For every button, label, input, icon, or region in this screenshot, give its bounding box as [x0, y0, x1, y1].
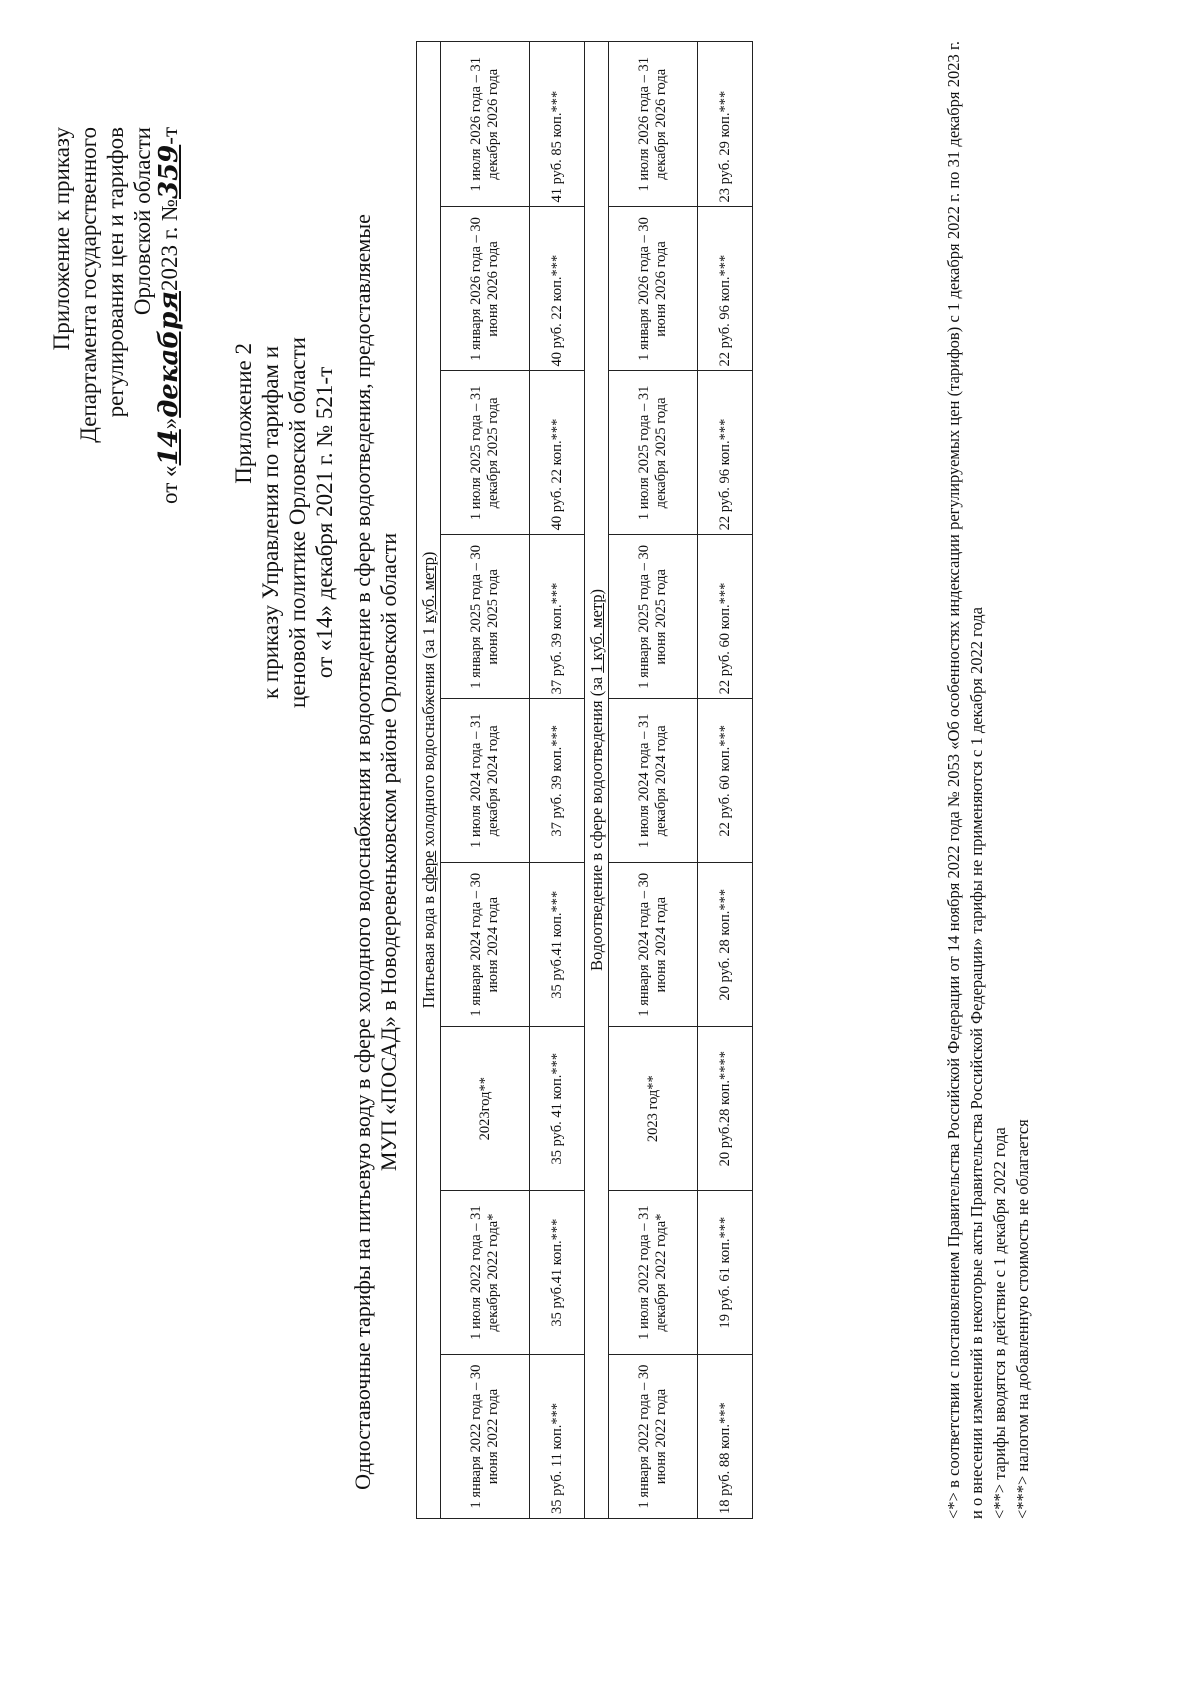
period-cell: 1 января 2025 года – 30 июня 2025 года — [441, 535, 530, 699]
water-tariff-cell: 40 руб. 22 коп.*** — [530, 207, 585, 371]
sewage-tariff-cell: 18 руб. 88 коп.*** — [698, 1355, 753, 1519]
appendix-line: от «14» декабря 2021 г. № 521-т — [312, 366, 337, 679]
sewage-section-heading: Водоотведение в сфере водоотведения (за 1 куб. метр) — [585, 42, 609, 1519]
period-cell: 1 июля 2022 года – 31 декабря 2022 года* — [441, 1191, 530, 1355]
period-cell: 1 июля 2026 года – 31 декабря 2026 года — [441, 42, 530, 208]
water-section-heading: Питьевая вода в сфере холодного водоснабжения (за 1 куб. метр) — [417, 42, 441, 1519]
handwritten-number: 359 — [154, 144, 184, 199]
period-cell: 1 июля 2025 года – 31 декабря 2025 года — [609, 371, 698, 535]
period-cell: 1 января 2025 года – 30 июня 2025 года — [609, 535, 698, 699]
appendix-2-header — [230, 337, 338, 708]
header-line: Департамента государственного — [76, 127, 101, 443]
sewage-tariff-cell: 22 руб. 96 коп.*** — [698, 207, 753, 371]
sewage-tariff-cell: 22 руб. 96 коп.*** — [698, 371, 753, 535]
appendix-line: ценовой политике Орловской области — [285, 337, 310, 708]
period-cell: 1 января 2024 года – 30 июня 2024 года — [441, 863, 530, 1027]
sewage-tariff-cell: 20 руб. 28 коп.*** — [698, 863, 753, 1027]
tariff-table — [416, 41, 753, 1519]
period-cell: 1 января 2022 года – 30 июня 2022 года — [441, 1355, 530, 1519]
water-tariff-cell: 40 руб. 22 коп.*** — [530, 371, 585, 535]
water-tariff-cell: 35 руб.41 коп.*** — [530, 863, 585, 1027]
footnote: <***> налогом на добавленную стоимость не облагается — [1013, 1119, 1032, 1519]
water-tariff-cell: 35 руб.41 коп.*** — [530, 1191, 585, 1355]
period-cell: 1 июля 2024 года – 31 декабря 2024 года — [441, 699, 530, 863]
order-appendix-header — [48, 127, 183, 504]
sewage-tariff-cell: 19 руб. 61 коп.*** — [698, 1191, 753, 1355]
period-cell: 1 июля 2022 года – 31 декабря 2022 года* — [609, 1191, 698, 1355]
appendix-line: к приказу Управления по тарифам и — [258, 345, 283, 699]
water-tariff-cell: 37 руб. 39 коп.*** — [530, 535, 585, 699]
header-date-line: от «14»декабря2023 г. №359-т — [154, 127, 184, 504]
handwritten-day: 14 — [154, 429, 184, 466]
title-line: Одноставочные тарифы на питьевую воду в сфере холодного водоснабжения и водоотведение в сфере водоотведения, предоставляемые — [350, 214, 375, 1490]
water-tariff-cell: 35 руб. 11 коп.*** — [530, 1355, 585, 1519]
rotated-document-page — [30, 37, 1170, 1657]
period-cell: 1 июля 2025 года – 31 декабря 2025 года — [441, 371, 530, 535]
period-cell: 1 января 2024 года – 30 июня 2024 года — [609, 863, 698, 1027]
sewage-tariff-cell: 22 руб. 60 коп.*** — [698, 535, 753, 699]
period-cell: 2023год** — [441, 1027, 530, 1191]
header-line: регулирования цен и тарифов — [103, 127, 128, 418]
period-cell: 1 июля 2024 года – 31 декабря 2024 года — [609, 699, 698, 863]
sewage-tariff-cell: 22 руб. 60 коп.*** — [698, 699, 753, 863]
water-tariff-cell: 37 руб. 39 коп.*** — [530, 699, 585, 863]
footnotes — [942, 41, 1034, 1519]
header-line: Приложение к приказу — [49, 127, 74, 351]
sewage-tariff-cell: 20 руб.28 коп.**** — [698, 1027, 753, 1191]
water-tariff-cell: 35 руб. 41 коп.*** — [530, 1027, 585, 1191]
footnote: <**> тарифы вводятся в действие с 1 декабря 2022 года — [990, 1127, 1009, 1519]
title-line: МУП «ПОСАД» в Новодеревеньковском районе Орловской области — [376, 532, 401, 1172]
handwritten-month: декабря — [154, 291, 184, 418]
period-cell: 2023 год** — [609, 1027, 698, 1191]
sewage-tariff-cell: 23 руб. 29 коп.*** — [698, 42, 753, 208]
document-title — [350, 187, 402, 1517]
footnote: <*> в соответствии с постановлением Правительства Российской Федерации от 14 ноября 2022 года № 2053 «Об особенностях индексации регулируемых цен (тарифов) с 1 декабря 2022 г. по 31 декабря 2023 г. и о внесении изменений в некоторые акты Правительства Российской Федерации» тарифы не применяются с 1 декабря 2022 года — [944, 41, 986, 1519]
period-cell: 1 января 2026 года – 30 июня 2026 года — [609, 207, 698, 371]
water-tariff-cell: 41 руб. 85 коп.*** — [530, 42, 585, 208]
header-line: Орловской области — [130, 127, 155, 316]
appendix-line: Приложение 2 — [231, 343, 256, 484]
period-cell: 1 января 2022 года – 30 июня 2022 года — [609, 1355, 698, 1519]
period-cell: 1 июля 2026 года – 31 декабря 2026 года — [609, 42, 698, 208]
period-cell: 1 января 2026 года – 30 июня 2026 года — [441, 207, 530, 371]
